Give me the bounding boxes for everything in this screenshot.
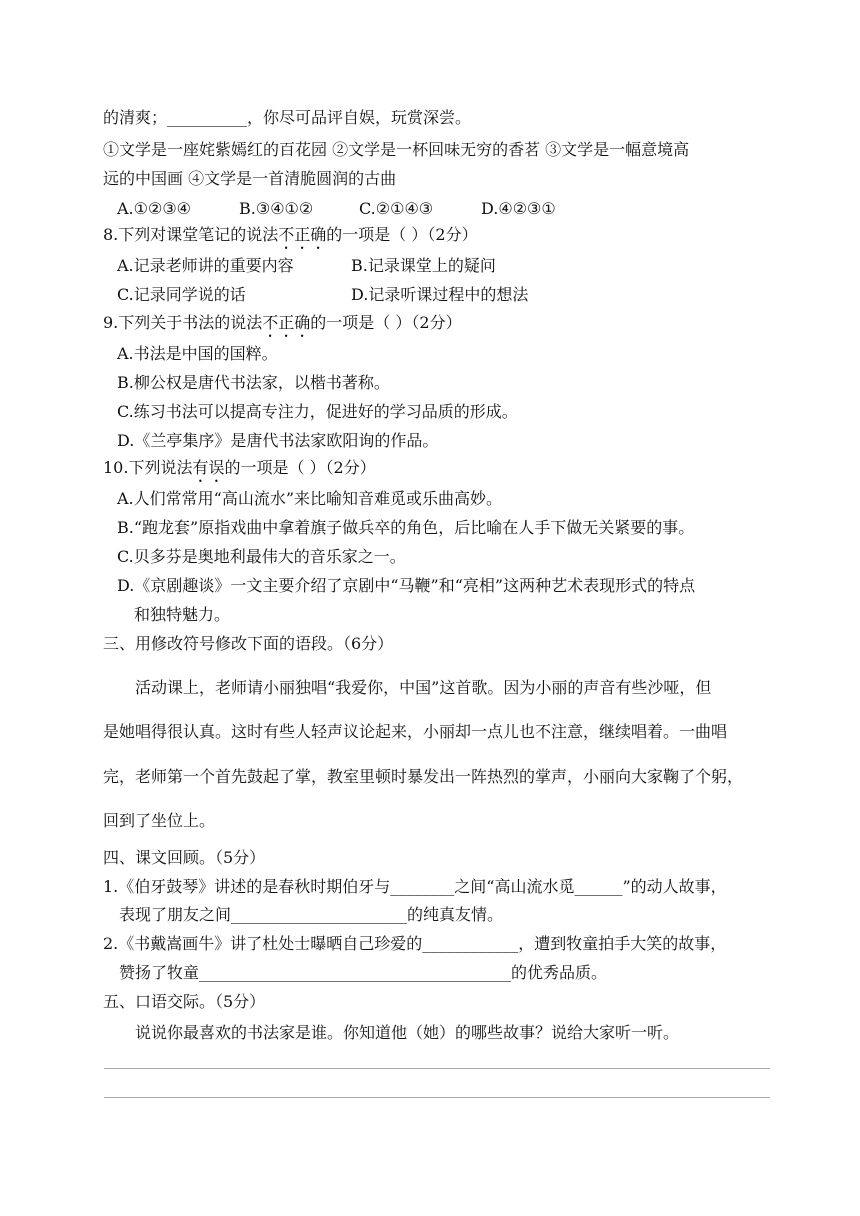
answer-line-1[interactable] (104, 1068, 770, 1069)
s4-item-1-line-1: 1.《伯牙鼓琴》讲述的是春秋时期伯牙与________之间“高山流水觅______”的动人故事， (103, 877, 727, 896)
s3-paragraph-line-1: 活动课上，老师请小丽独唱“我爱你，中国”这首歌。因为小丽的声音有些沙哑，但 (135, 678, 712, 697)
section-4-heading: 四、课文回顾。（5分） (103, 848, 266, 867)
q8-emphasis: 不正确 (278, 225, 327, 244)
q7-options-line-1: ①文学是一座姹紫嫣红的百花园 ②文学是一杯回味无穷的香茗 ③文学是一幅意境高 (103, 140, 690, 159)
q8-question (103, 225, 478, 245)
s3-paragraph-line-4: 回到了坐位上。 (103, 811, 216, 830)
q7-continuation: 的清爽；__________，你尽可品评自娱，玩赏深尝。 (103, 108, 472, 127)
q7-options-line-2: 远的中国画 ④文学是一首清脆圆润的古曲 (103, 169, 397, 188)
s3-paragraph-line-2: 是她唱得很认真。这时有些人轻声议论起来，小丽却一点儿也不注意，继续唱着。一曲唱 (103, 722, 728, 741)
q9-stem-end: 的一项是（ ）（2分） (310, 313, 462, 332)
q10-choice-d[interactable]: D.《京剧趣谈》一文主要介绍了京剧中“马鞭”和“亮相”这两种艺术表现形式的特点 (117, 576, 696, 595)
q9-choice-c[interactable]: C.练习书法可以提高专注力，促进好的学习品质的形成。 (117, 402, 518, 421)
s4-item-2-line-2: 赞扬了牧童_______________________________________的优秀品质。 (119, 963, 608, 982)
q10-choice-b[interactable]: B.“跑龙套”原指戏曲中拿着旗子做兵卒的角色，后比喻在人手下做无关紧要的事。 (117, 518, 695, 537)
q8-choice-a[interactable]: A.记录老师讲的重要内容 (117, 256, 294, 275)
q9-choice-d[interactable]: D.《兰亭集序》是唐代书法家欧阳询的作品。 (117, 431, 439, 450)
s4-item-1-line-2: 表现了朋友之间______________________的纯真友情。 (119, 905, 504, 924)
q9-question (103, 313, 462, 333)
q7-choice-b[interactable]: B.③④①② (239, 199, 314, 218)
q7-choice-d[interactable]: D.④②③① (481, 199, 556, 218)
q7-choice-a[interactable]: A.①②③④ (117, 199, 192, 218)
q10-stem-end: 的一项是（ ）（2分） (224, 458, 376, 477)
s4-item-2-line-1: 2.《书戴嵩画牛》讲了杜处士曝晒自己珍爱的____________，遭到牧童拍手大笑的故事， (103, 934, 727, 953)
q8-choice-b[interactable]: B.记录课堂上的疑问 (351, 256, 496, 275)
q8-choice-c[interactable]: C.记录同学说的话 (117, 285, 246, 304)
q8-stem-end: 的一项是（ ）（2分） (326, 225, 478, 244)
q9-choice-b[interactable]: B.柳公权是唐代书法家，以楷书著称。 (117, 373, 390, 392)
q10-choice-c[interactable]: C.贝多芬是奥地利最伟大的音乐家之一。 (117, 547, 406, 566)
q9-stem: 9.下列关于书法的说法 (103, 313, 263, 332)
answer-line-2[interactable] (104, 1097, 770, 1098)
section-5-heading: 五、口语交际。（5分） (103, 992, 266, 1011)
s5-prompt: 说说你最喜欢的书法家是谁。你知道他（她）的哪些故事？说给大家听一听。 (135, 1023, 680, 1042)
q10-stem: 10.下列说法 (103, 458, 193, 477)
section-3-heading: 三、用修改符号修改下面的语段。（6分） (103, 634, 394, 653)
q8-stem: 8.下列对课堂笔记的说法 (103, 225, 279, 244)
q7-choice-c[interactable]: C.②①④③ (359, 199, 434, 218)
q10-choice-d-continuation: 和独特魅力。 (134, 605, 231, 624)
q8-choice-d[interactable]: D.记录听课过程中的想法 (351, 285, 529, 304)
q10-choice-a[interactable]: A.人们常常用“高山流水”来比喻知音难觅或乐曲高妙。 (117, 489, 503, 508)
q9-choice-a[interactable]: A.书法是中国的国粹。 (117, 344, 278, 363)
q9-emphasis: 不正确 (262, 313, 311, 332)
q10-emphasis: 有误 (192, 458, 225, 477)
s3-paragraph-line-3: 完，老师第一个首先鼓起了掌，教室里顿时暴发出一阵热烈的掌声，小丽向大家鞠了个躬， (103, 767, 744, 786)
q10-question (103, 458, 376, 478)
